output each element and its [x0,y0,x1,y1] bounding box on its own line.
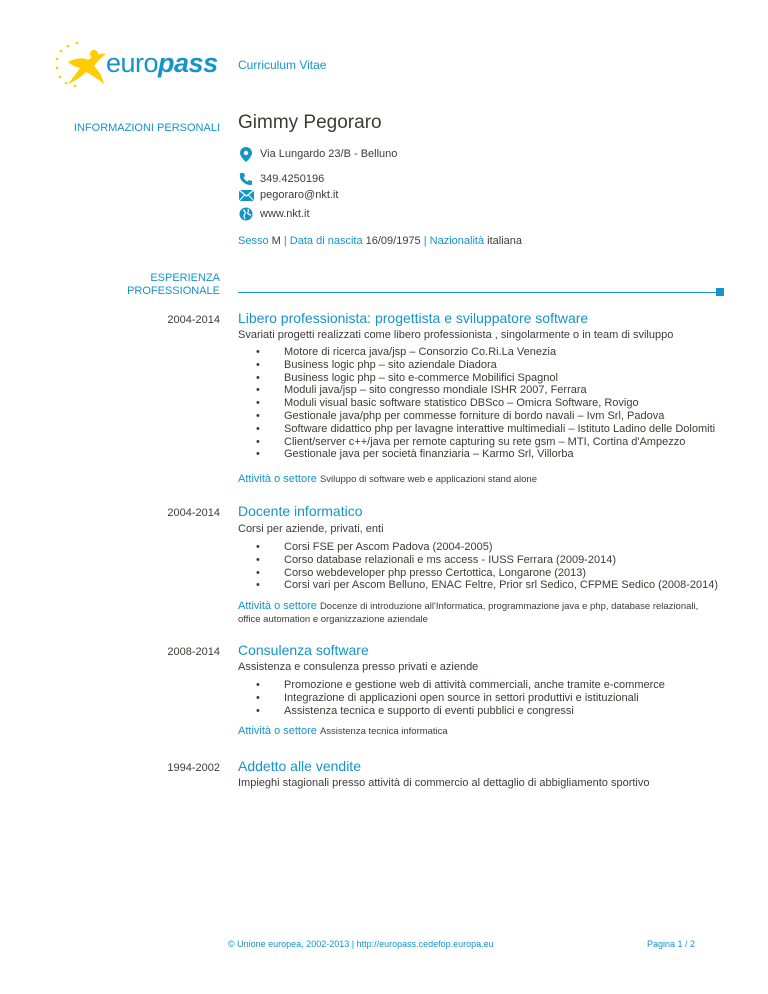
list-item: • Client/server c++/java per remote capturing su rete gsm – MTI, Cortina d'Ampezzo [256,436,715,449]
address-text: Via Lungardo 23/B - Belluno [260,148,398,160]
birth-label: Data di nascita [289,235,363,247]
cv-label: Curriculum Vitae [238,58,327,72]
address-row [238,146,397,162]
job-subtitle: Assistenza e consulenza presso privati e aziende [238,661,479,673]
person-name: Gimmy Pegoraro [238,112,382,133]
globe-icon [238,206,254,222]
job-sector [238,600,718,626]
nationality-value: italiana [487,235,523,247]
europass-logo [54,40,254,92]
birth-value: 16/09/1975 [365,235,421,247]
job-bullet-list [256,679,665,717]
sector-text: Assistenza tecnica informatica [319,726,448,737]
list-item: • Corso database relazionali e ms access - IUSS Ferrara (2009-2014) [256,554,718,567]
list-item: • Moduli visual basic software statistico DBSco – Omicra Software, Rovigo [256,397,715,410]
job-sector [238,473,718,486]
experience-label-line2: PROFESSIONALE [127,285,220,297]
list-item: • Integrazione di applicazioni open source in settori produttivi e istituzionali [256,692,665,705]
email-row[interactable] [238,187,338,203]
job-date: 2004-2014 [167,314,220,326]
email-envelope-icon [238,187,254,203]
job-title: Addetto alle vendite [238,758,361,774]
separator: | [420,235,430,247]
europass-star-figure-icon [54,40,112,92]
sector-text: Sviluppo di software web e applicazioni stand alone [319,474,537,485]
phone-text: 349.4250196 [260,173,325,185]
job-title: Libero professionista: progettista e sviluppatore software [238,310,589,326]
phone-icon [238,171,254,187]
job-date: 2004-2014 [167,507,220,519]
experience-section-label [127,272,220,298]
list-item: • Assistenza tecnica e supporto di eventi pubblici e congressi [256,705,665,718]
job-bullet-list [256,346,715,461]
list-item: • Corsi vari per Ascom Belluno, ENAC Feltre, Prior srl Sedico, CFPME Sedico (2008-2014) [256,579,718,592]
website-row[interactable] [238,206,310,222]
experience-label-line1: ESPERIENZA [150,272,220,284]
email-link[interactable]: pegoraro@nkt.it [260,189,339,201]
nationality-label: Nazionalità [429,235,485,247]
list-item: • Business logic php – sito e-commerce Mobilifici Spagnol [256,372,715,385]
list-item: • Promozione e gestione web di attività commerciali, anche tramite e-commerce [256,679,665,692]
sector-text: Docenze di introduzione all'Informatica, programmazione java e php, database relazionali, office automation e organizzazione aziendale [238,601,699,625]
sector-label: Attività o settore [238,725,317,737]
page-number: Pagina 1 / 2 [647,939,696,949]
list-item: • Moduli java/jsp – sito congresso mondiale ISHR 2007, Ferrara [256,384,715,397]
job-bullet-list [256,541,718,592]
list-item: • Corsi FSE per Ascom Padova (2004-2005) [256,541,718,554]
personal-info-label: INFORMAZIONI PERSONALI [73,122,220,134]
job-date: 2008-2014 [167,646,220,658]
job-subtitle: Svariati progetti realizzati come libero professionista , singolarmente o in team di sviluppo [238,329,674,341]
list-item: • Motore di ricerca java/jsp – Consorzio Co.Ri.La Venezia [256,346,715,359]
personal-details [238,235,522,247]
list-item: • Corso webdeveloper php presso Certottica, Longarone (2013) [256,567,718,580]
footer-copyright: © Unione europea, 2002-2013 | http://europass.cedefop.europa.eu [228,939,494,949]
sector-label: Attività o settore [238,473,317,485]
section-divider [238,292,716,293]
list-item: • Gestionale java/php per commesse forniture di bordo navali – Ivm Srl, Padova [256,410,715,423]
website-link[interactable]: www.nkt.it [260,208,310,220]
europass-wordmark: europass [106,48,218,78]
list-item: • Gestionale java per società finanziaria – Karmo Srl, Villorba [256,448,715,461]
job-date: 1994-2002 [167,762,220,774]
list-item: • Software didattico php per lavagne interattive multimediali – Istituto Ladino delle Dolomiti [256,423,715,436]
job-subtitle: Corsi per aziende, privati, enti [238,523,384,535]
job-title: Consulenza software [238,642,369,658]
sex-value: M [271,235,281,247]
separator: | [280,235,290,247]
job-title: Docente informatico [238,503,363,519]
location-pin-icon [238,146,254,162]
list-item: • Business logic php – sito aziendale Diadora [256,359,715,372]
phone-row [238,171,324,187]
job-subtitle: Impieghi stagionali presso attività di commercio al dettaglio di abbigliamento sportivo [238,777,650,789]
sex-label: Sesso [238,235,269,247]
section-marker [716,288,724,296]
job-sector [238,725,718,738]
sector-label: Attività o settore [238,600,317,612]
